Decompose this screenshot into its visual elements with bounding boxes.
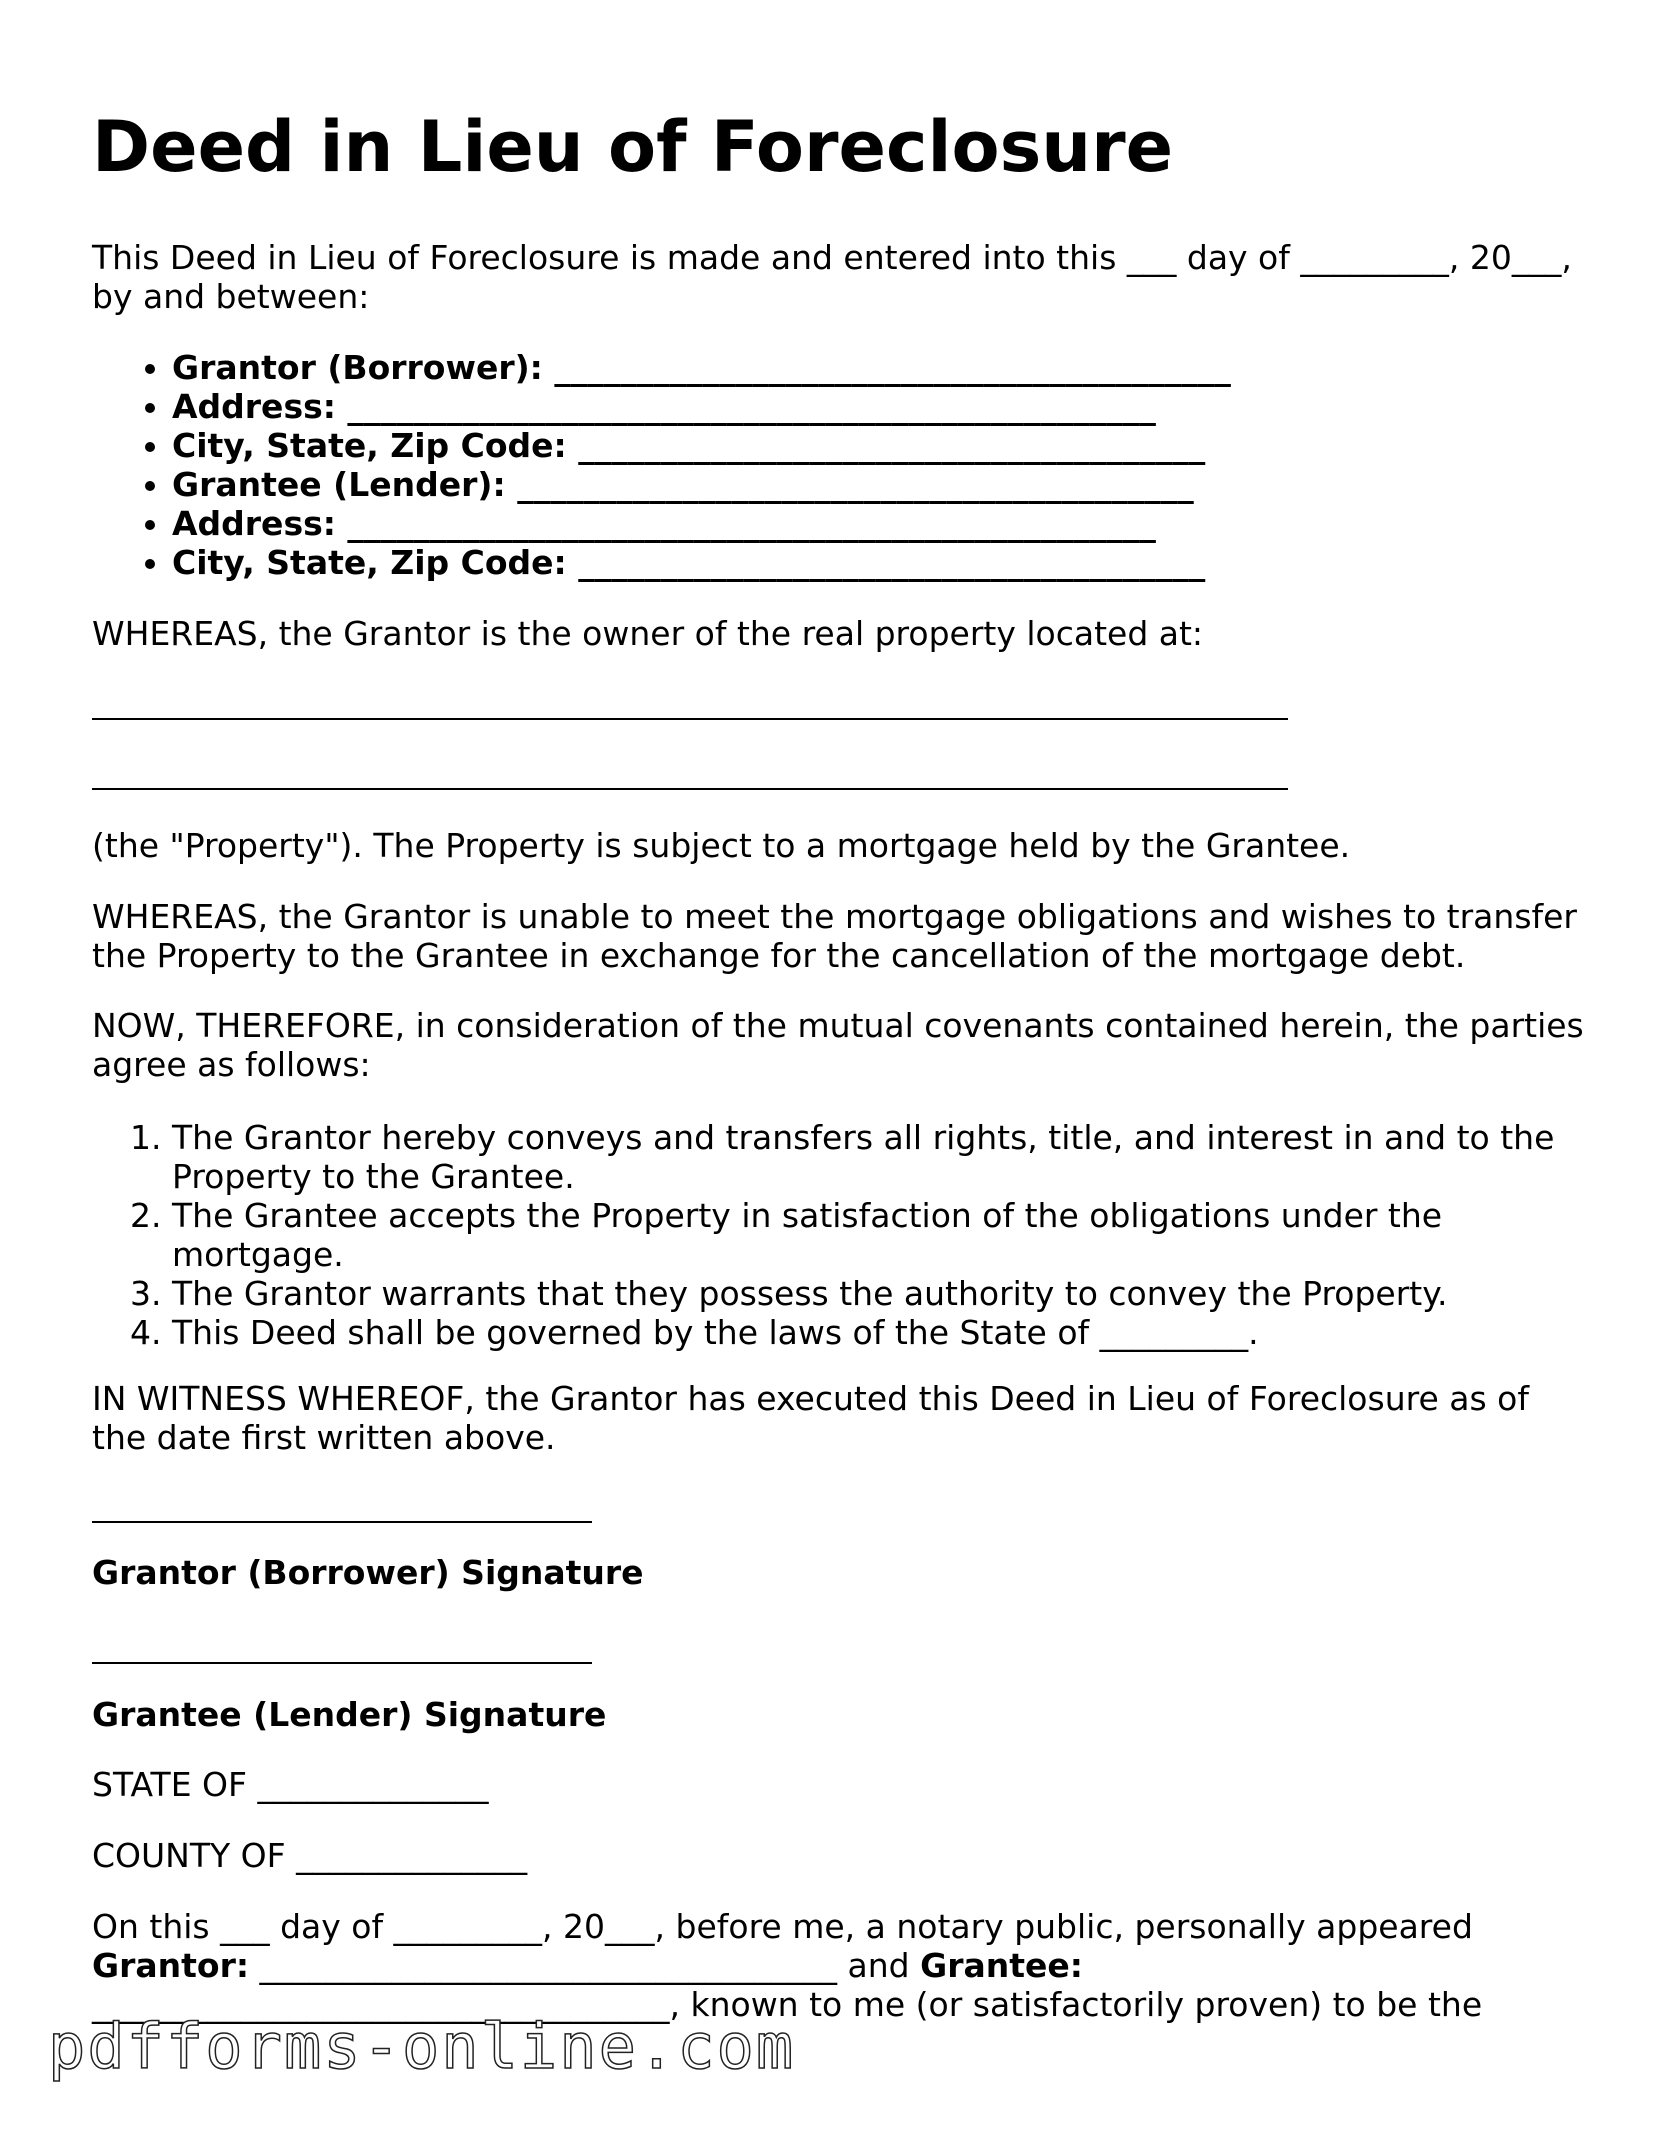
party-label: Address: bbox=[172, 387, 336, 426]
notary-line-2 bbox=[92, 1946, 1083, 1985]
party-item bbox=[172, 504, 1231, 543]
witness-line-2: the date first written above. bbox=[92, 1418, 556, 1457]
party-blank: _________________________________________ bbox=[554, 348, 1231, 387]
document-title: Deed in Lieu of Foreclosure bbox=[92, 106, 1174, 188]
whereas-owner: WHEREAS, the Grantor is the owner of the real property located at: bbox=[92, 614, 1204, 653]
notary-grantor-blank: ___________________________________ and bbox=[249, 1946, 921, 1985]
term-item: 4. This Deed shall be governed by the laws of the State of _________. bbox=[172, 1313, 1612, 1352]
watermark: pdfforms-online.com bbox=[48, 2010, 796, 2083]
intro-line-1: This Deed in Lieu of Foreclosure is made and entered into this ___ day of _________, 20___, bbox=[92, 238, 1572, 277]
party-item bbox=[172, 465, 1231, 504]
property-note: (the "Property"). The Property is subject to a mortgage held by the Grantee. bbox=[92, 826, 1351, 865]
party-label: City, State, Zip Code: bbox=[172, 426, 567, 465]
term-item: 1. The Grantor hereby conveys and transfers all rights, title, and interest in and to the Property to the Grantee. bbox=[172, 1118, 1612, 1196]
parties-list bbox=[92, 348, 1231, 582]
intro-line-2: by and between: bbox=[92, 277, 370, 316]
party-blank: _________________________________________ bbox=[517, 465, 1194, 504]
notary-line-3: ___________________________________, known to me (or satisfactorily proven) to be the bbox=[92, 1985, 1483, 2024]
now-therefore-line-1: NOW, THEREFORE, in consideration of the mutual covenants contained herein, the parties bbox=[92, 1006, 1584, 1045]
notary-line-1: On this ___ day of _________, 20___, before me, a notary public, personally appeared bbox=[92, 1907, 1473, 1946]
now-therefore-line-2: agree as follows: bbox=[92, 1045, 371, 1084]
term-item: 3. The Grantor warrants that they possess the authority to convey the Property. bbox=[172, 1274, 1612, 1313]
notary-county: COUNTY OF ______________ bbox=[92, 1836, 528, 1875]
party-item bbox=[172, 426, 1231, 465]
witness-line-1: IN WITNESS WHEREOF, the Grantor has executed this Deed in Lieu of Foreclosure as of bbox=[92, 1379, 1529, 1418]
term-item: 2. The Grantee accepts the Property in satisfaction of the obligations under the mortgage. bbox=[172, 1196, 1612, 1274]
party-item bbox=[172, 348, 1231, 387]
party-item bbox=[172, 543, 1231, 582]
party-label: Grantee (Lender): bbox=[172, 465, 506, 504]
grantor-signature-line bbox=[92, 1521, 592, 1523]
party-label: Grantor (Borrower): bbox=[172, 348, 543, 387]
party-label: City, State, Zip Code: bbox=[172, 543, 567, 582]
party-label: Address: bbox=[172, 504, 336, 543]
party-blank: _________________________________________________ bbox=[347, 387, 1156, 426]
party-blank: ______________________________________ bbox=[578, 426, 1206, 465]
notary-grantor-label: Grantor: bbox=[92, 1946, 250, 1985]
party-blank: _________________________________________________ bbox=[347, 504, 1156, 543]
grantee-signature-label: Grantee (Lender) Signature bbox=[92, 1695, 607, 1734]
party-item bbox=[172, 387, 1231, 426]
whereas-unable-line-1: WHEREAS, the Grantor is unable to meet the mortgage obligations and wishes to transfer bbox=[92, 897, 1577, 936]
notary-state: STATE OF ______________ bbox=[92, 1765, 489, 1804]
notary-grantee-label: Grantee: bbox=[920, 1946, 1083, 1985]
terms-list bbox=[92, 1118, 1612, 1352]
party-blank: ______________________________________ bbox=[578, 543, 1206, 582]
property-address-line-2 bbox=[92, 788, 1288, 790]
whereas-unable-line-2: the Property to the Grantee in exchange for the cancellation of the mortgage debt. bbox=[92, 936, 1466, 975]
grantor-signature-label: Grantor (Borrower) Signature bbox=[92, 1553, 644, 1592]
property-address-line-1 bbox=[92, 718, 1288, 720]
grantee-signature-line bbox=[92, 1662, 592, 1664]
